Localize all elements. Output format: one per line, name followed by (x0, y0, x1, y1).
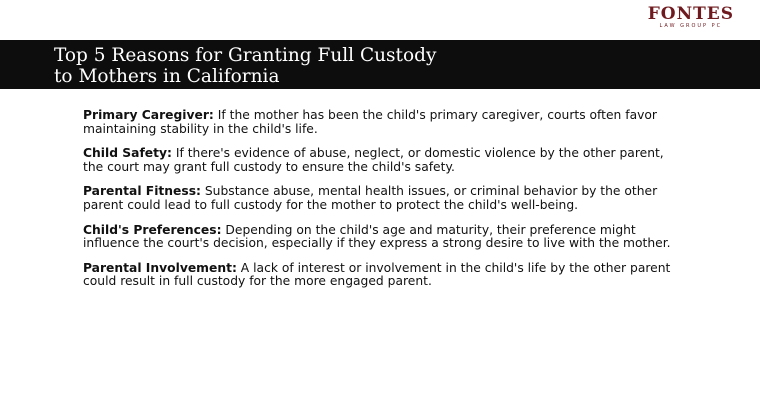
title-banner (0, 40, 760, 89)
logo-subtitle: LAW GROUP PC (659, 23, 723, 29)
item-text: If there's evidence of abuse, neglect, or domestic violence by the other parent, the court may grant full custody to ensure the child's safety. (83, 146, 664, 174)
list-item (83, 185, 683, 212)
item-label: Parental Involvement: (83, 260, 237, 275)
item-label: Child's Preferences: (83, 222, 222, 237)
logo-name: FONTES (647, 4, 734, 24)
item-text: Depending on the child's age and maturity, their preference might influence the court's decision, especially if they express a strong desire to live with the mother. (83, 222, 671, 251)
page-title: Top 5 Reasons for Granting Full Custody to Mothers in California (54, 45, 437, 87)
item-text: Substance abuse, mental health issues, or criminal behavior by the other parent could lead to full custody for the mother to protect the child's well-being. (83, 184, 658, 212)
item-label: Parental Fitness: (83, 184, 201, 199)
item-text: A lack of interest or involvement in the child's life by the other parent could result in full custody for the more engaged parent. (83, 260, 671, 289)
list-item (83, 147, 683, 174)
reasons-list (83, 109, 683, 300)
list-item (83, 109, 683, 136)
list-item (83, 224, 683, 251)
item-label: Child Safety: (83, 146, 172, 161)
list-item (83, 262, 683, 289)
item-text: If the mother has been the child's primary caregiver, courts often favor maintaining stability in the child's life. (83, 108, 657, 136)
item-label: Primary Caregiver: (83, 108, 214, 122)
brand-logo (648, 6, 734, 29)
